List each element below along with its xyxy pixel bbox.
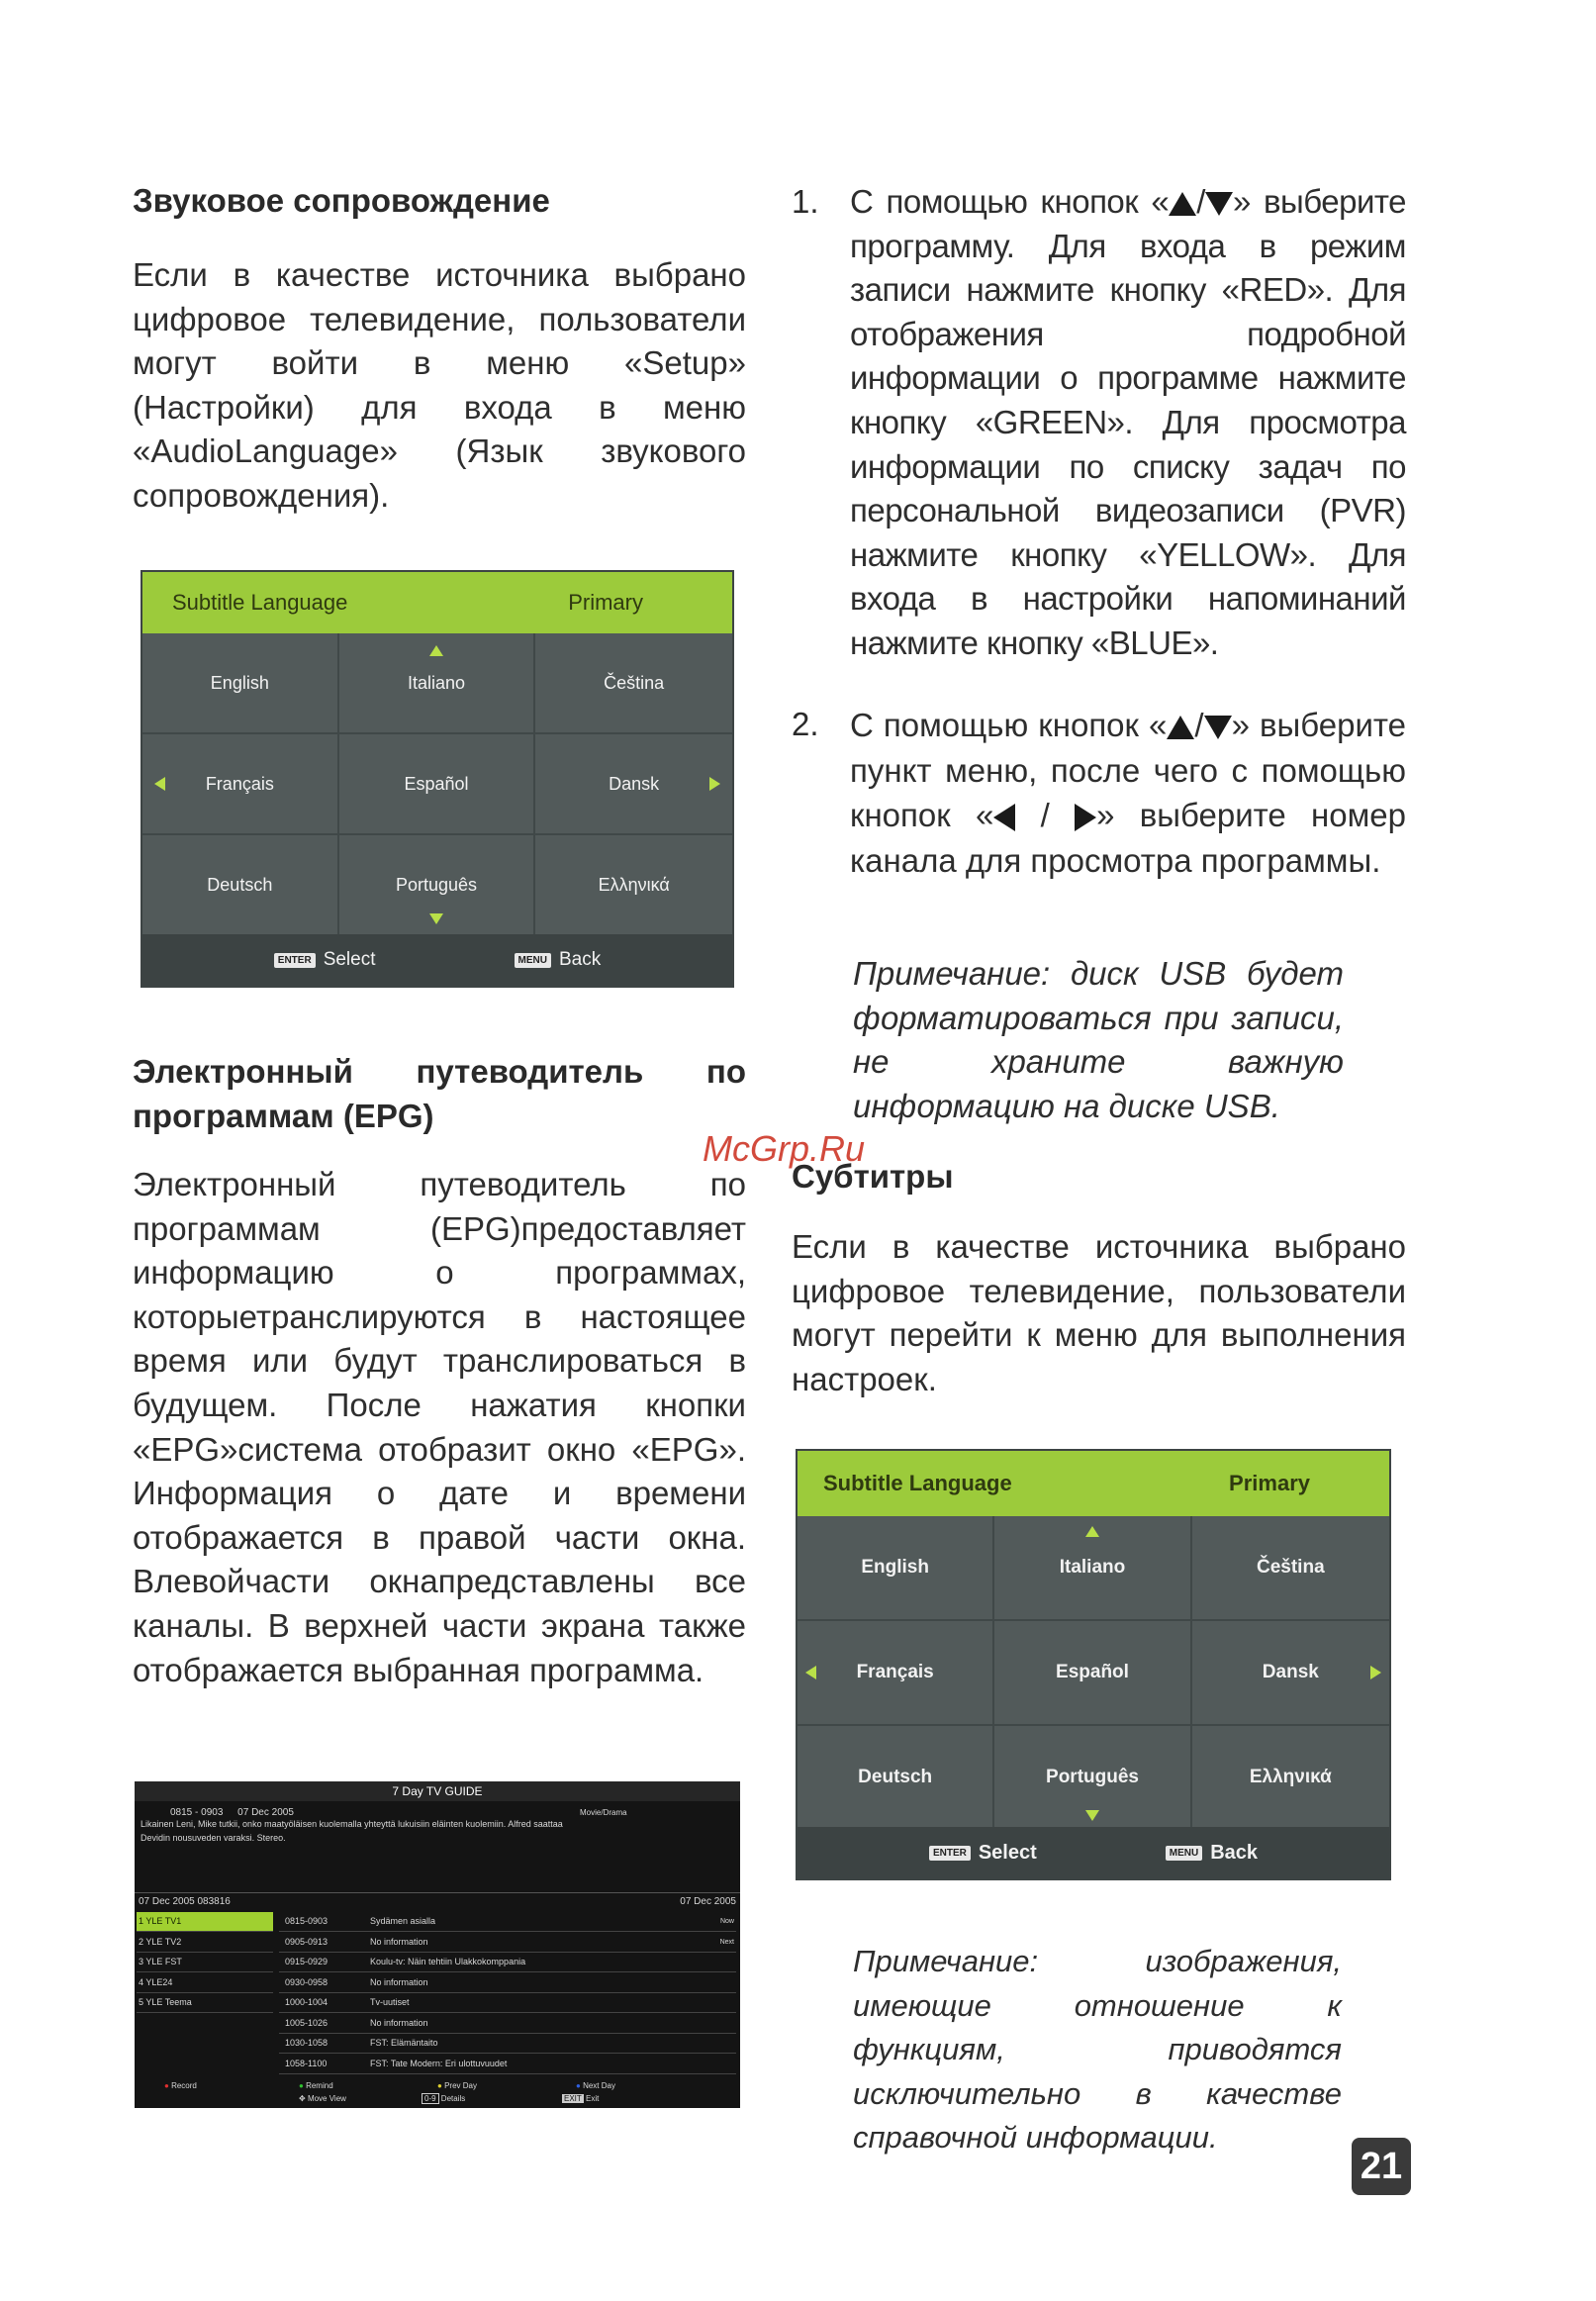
epg-screen (135, 1781, 740, 2108)
lang-cell-greek[interactable]: Ελληνικά (535, 835, 732, 936)
right-arrow-icon (1075, 804, 1096, 831)
epg-program-time: 1000-1004 (285, 1997, 329, 2007)
scroll-left-icon (805, 1666, 816, 1679)
legend-next-label: Next Day (583, 2081, 615, 2090)
legend-prev-label: Prev Day (444, 2081, 477, 2090)
blue-dot-icon: ● (576, 2081, 581, 2090)
legend-move-view[interactable] (299, 2089, 346, 2108)
epg-program-time: 0915-0929 (285, 1957, 329, 1966)
red-dot-icon: ● (164, 2081, 169, 2090)
epg-info-genre: Movie/Drama (580, 1808, 627, 1817)
lang-label: Français (205, 773, 274, 794)
audio-heading: Звуковое сопровождение (133, 182, 550, 219)
epg-channel-row[interactable]: 2 YLE TV2 (137, 1933, 273, 1953)
legend-record-label: Record (171, 2081, 197, 2090)
down-arrow-icon (1204, 716, 1232, 739)
lang-label: Italiano (1059, 1557, 1126, 1578)
lang-label: Dansk (609, 773, 660, 794)
lang-label: Français (856, 1662, 934, 1682)
epg-program-time: 0930-0958 (285, 1976, 329, 1987)
lang-cell-portugues[interactable] (339, 835, 536, 936)
epg-program-row[interactable] (279, 1912, 736, 1932)
lang-label: Português (395, 874, 478, 895)
menu-key-icon: MENU (515, 953, 551, 968)
epg-program-title: No information (370, 1936, 428, 1947)
epg-program-title: Sydämen asialla (370, 1916, 436, 1926)
epg-info-time: 0815 - 0903 (170, 1807, 224, 1818)
lang-label: Dansk (1262, 1662, 1319, 1682)
lang-cell-italiano[interactable] (339, 633, 536, 734)
page-number: 21 (1352, 2138, 1411, 2195)
exit-key-icon: EXIT (564, 2094, 582, 2103)
subtitle-language-menu-1 (141, 570, 734, 988)
audio-paragraph: Если в качестве источника выбрано цифровое телевидение, пользователи могут войти в меню «Setup» (Настройки) для входа в меню «AudioLanguage» (Язык звукового сопровождения). (133, 256, 746, 514)
down-arrow-icon (1205, 192, 1233, 216)
enter-key-icon: ENTER (929, 1846, 971, 1861)
slash: / (1194, 707, 1204, 743)
epg-program-time: 1030-1058 (285, 2038, 329, 2048)
item1-text-a: С помощью кнопок « (850, 183, 1170, 220)
epg-heading: Электронный путеводитель по программам (EPG) (133, 1053, 746, 1134)
green-dot-icon: ● (299, 2081, 304, 2090)
epg-program-title: FST: Elämäntaito (370, 2038, 438, 2048)
lang-cell-dansk[interactable] (535, 734, 732, 835)
scroll-left-icon (154, 777, 165, 791)
epg-info-desc-1: Likainen Leni, Mike tutkii, onko maatyöläisen kuolemalla yhteyttä lukuisiin eläinten kuolemiin. Alfred saattaa (141, 1819, 563, 1829)
epg-program-row[interactable] (279, 2034, 736, 2054)
move-arrows-icon: ✥ (299, 2094, 306, 2103)
epg-date-right: 07 Dec 2005 (680, 1896, 736, 1907)
back-label: Back (1210, 1841, 1259, 1864)
lang-cell-cestina[interactable]: Čeština (535, 633, 732, 734)
slash: / (1015, 797, 1076, 833)
epg-channel-row[interactable]: 5 YLE Teema (137, 1993, 273, 2013)
watermark: McGrp.Ru (703, 1128, 866, 1169)
lang-cell-francais[interactable] (142, 734, 339, 835)
epg-program-time: 0905-0913 (285, 1936, 329, 1947)
enter-key-icon: ENTER (274, 953, 316, 968)
epg-program-row[interactable] (279, 2055, 736, 2074)
epg-program-title: Tv-uutiset (370, 1997, 410, 2007)
legend-details-label: Details (440, 2094, 466, 2103)
epg-program-row[interactable] (279, 1953, 736, 1972)
slash: / (1196, 183, 1205, 220)
legend-move-label: Move View (307, 2094, 346, 2103)
item2-text-c: » выберите номер канала для просмотра программы. (850, 797, 1406, 879)
epg-info-desc-2: Devidin nousuveden varaksi. Stereo. (141, 1833, 286, 1843)
lang-cell-espanol[interactable]: Español (994, 1621, 1191, 1726)
lang-cell-english[interactable]: English (798, 1516, 994, 1621)
epg-program-time: 1058-1100 (285, 2058, 328, 2068)
epg-program-title: No information (370, 2017, 428, 2028)
lang-cell-dansk[interactable] (1192, 1621, 1389, 1726)
scroll-down-icon (429, 913, 443, 924)
lang-cell-portugues[interactable] (994, 1726, 1191, 1831)
epg-channel-row[interactable]: 1 YLE TV1 (137, 1912, 273, 1932)
lang-cell-italiano[interactable] (994, 1516, 1191, 1621)
menu-header-value: Primary (1229, 1471, 1310, 1495)
epg-program-title: FST: Tate Modern: Eri ulottuvuudet (370, 2058, 508, 2068)
epg-program-row[interactable] (279, 1973, 736, 1993)
epg-paragraph: Электронный путеводитель по программам (EPG)предоставляет информацию о программах, которыетранслируются в настоящее время или будут транслироваться в будущем. После нажатия кнопки «EPG»система отобразит окно «EPG». Информация о дате и времени отображается в правой части окна. Влевойчасти окнапредставлены все каналы. В верхней части экрана также отображается выбранная программа. (133, 1166, 746, 1688)
images-note: Примечание: изображения, имеющие отношение к функциям, приводятся исключительно в качестве справочной информации. (853, 1944, 1342, 2156)
subtitles-heading: Субтитры (792, 1158, 954, 1195)
epg-program-tag: Next (719, 1938, 734, 1946)
menu-header-title: Subtitle Language (823, 1471, 1012, 1495)
lang-cell-cestina[interactable]: Čeština (1192, 1516, 1389, 1621)
lang-cell-francais[interactable] (798, 1621, 994, 1726)
epg-program-title: Koulu-tv: Näin tehtiin Ulakkokomppania (370, 1957, 526, 1966)
up-arrow-icon (1167, 716, 1194, 739)
menu-header-value: Primary (568, 590, 643, 615)
epg-program-row[interactable] (279, 1993, 736, 2013)
scroll-right-icon (709, 777, 720, 791)
epg-program-time: 0815-0903 (285, 1916, 329, 1926)
lang-cell-deutsch[interactable]: Deutsch (798, 1726, 994, 1831)
list-item-1-text (850, 180, 1406, 666)
list-item-2-number: 2. (792, 706, 819, 742)
epg-program-title: No information (370, 1976, 428, 1987)
subtitle-language-menu-2 (796, 1449, 1391, 1880)
epg-channel-row[interactable]: 3 YLE FST (137, 1953, 273, 1972)
item2-text-a: С помощью кнопок « (850, 707, 1168, 743)
info-key-icon: 0-9 (422, 2093, 439, 2104)
list-item-1-number: 1. (792, 183, 819, 220)
item2-text-b: » выберите пункт меню, после чего с помощью кнопок « (850, 707, 1406, 833)
lang-label: Italiano (407, 672, 466, 693)
item1-text-b: » выберите программу. Для входа в режим записи нажмите кнопку «RED». Для отображения подробной информации о программе нажмите кнопку «GREEN». Для просмотра информации по списку задач по персональной видеозаписи (PVR) нажмите кнопку «YELLOW». Для входа в настройки напоминаний нажмите кнопку «BLUE». (850, 183, 1406, 661)
lang-label: Português (1046, 1767, 1139, 1787)
epg-date-left: 07 Dec 2005 083816 (139, 1896, 231, 1907)
legend-record[interactable] (164, 2076, 197, 2095)
lang-cell-english[interactable]: English (142, 633, 339, 734)
epg-program-time: 1005-1026 (285, 2017, 329, 2028)
select-label: Select (978, 1841, 1037, 1864)
list-item-2-text (850, 703, 1406, 883)
epg-title: 7 Day TV GUIDE (135, 1781, 740, 1801)
epg-program-row[interactable] (279, 2014, 736, 2034)
epg-program-tag: Now (719, 1918, 734, 1925)
epg-program-row[interactable] (279, 1933, 736, 1953)
scroll-right-icon (1370, 1666, 1381, 1679)
scroll-up-icon (1085, 1526, 1099, 1537)
menu-key-icon: MENU (1166, 1846, 1202, 1861)
lang-cell-deutsch[interactable]: Deutsch (142, 835, 339, 936)
legend-remind-label: Remind (306, 2081, 333, 2090)
scroll-up-icon (429, 645, 443, 656)
back-label: Back (558, 949, 602, 970)
epg-channel-row[interactable]: 4 YLE24 (137, 1973, 273, 1993)
menu-header-title: Subtitle Language (172, 590, 348, 615)
lang-cell-espanol[interactable]: Español (339, 734, 536, 835)
up-arrow-icon (1169, 192, 1196, 216)
yellow-dot-icon: ● (437, 2081, 442, 2090)
legend-exit[interactable] (562, 2089, 599, 2108)
lang-cell-greek[interactable]: Ελληνικά (1192, 1726, 1389, 1831)
legend-exit-label: Exit (586, 2094, 600, 2103)
select-label: Select (323, 949, 376, 970)
scroll-down-icon (1085, 1810, 1099, 1821)
left-arrow-icon (993, 804, 1015, 831)
usb-note: Примечание: диск USB будет форматироваться при записи, не храните важную информацию на диске USB. (853, 955, 1344, 1124)
subtitles-paragraph: Если в качестве источника выбрано цифровое телевидение, пользователи могут перейти к меню для выполнения настроек. (792, 1228, 1406, 1397)
legend-details[interactable] (422, 2089, 465, 2108)
epg-info-date: 07 Dec 2005 (237, 1807, 294, 1818)
